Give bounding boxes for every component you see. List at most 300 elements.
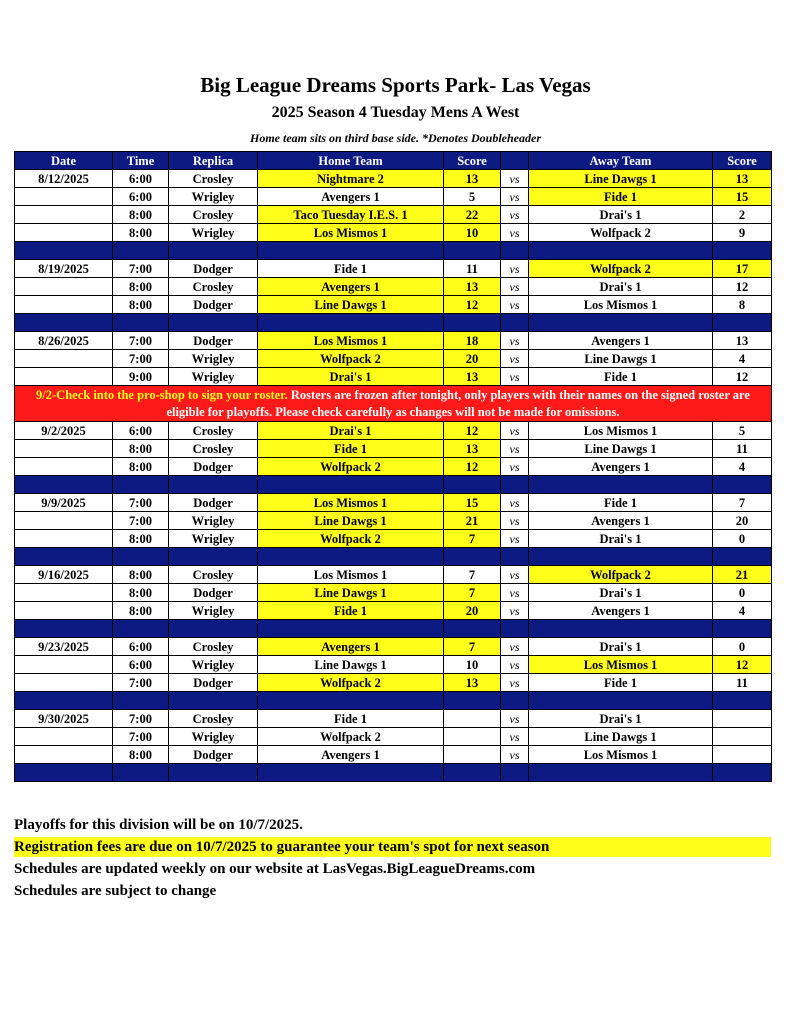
separator-cell	[169, 242, 258, 260]
week-separator	[15, 242, 772, 260]
game-time: 8:00	[113, 206, 169, 224]
away-team: Fide 1	[529, 674, 713, 692]
game-time: 7:00	[113, 710, 169, 728]
game-field: Crosley	[169, 278, 258, 296]
away-score: 0	[713, 638, 772, 656]
game-time: 8:00	[113, 602, 169, 620]
game-field: Wrigley	[169, 224, 258, 242]
table-row	[15, 728, 772, 746]
home-team: Wolfpack 2	[258, 350, 444, 368]
separator-cell	[113, 620, 169, 638]
away-score: 5	[713, 422, 772, 440]
separator-cell	[713, 764, 772, 782]
table-row	[15, 440, 772, 458]
away-score: 7	[713, 494, 772, 512]
separator-cell	[258, 242, 444, 260]
game-time: 8:00	[113, 458, 169, 476]
game-field: Wrigley	[169, 602, 258, 620]
separator-cell	[15, 692, 113, 710]
vs-label: vs	[501, 638, 529, 656]
separator-cell	[169, 692, 258, 710]
separator-cell	[15, 476, 113, 494]
vs-label: vs	[501, 206, 529, 224]
game-date: 9/9/2025	[15, 494, 113, 512]
separator-cell	[169, 476, 258, 494]
home-team: Avengers 1	[258, 638, 444, 656]
vs-label: vs	[501, 224, 529, 242]
vs-label: vs	[501, 710, 529, 728]
away-team: Line Dawgs 1	[529, 728, 713, 746]
away-score	[713, 746, 772, 764]
game-field: Wrigley	[169, 728, 258, 746]
separator-cell	[258, 548, 444, 566]
separator-cell	[113, 764, 169, 782]
table-row	[15, 170, 772, 188]
separator-cell	[529, 620, 713, 638]
home-team: Avengers 1	[258, 278, 444, 296]
home-score: 7	[444, 530, 501, 548]
table-row	[15, 206, 772, 224]
home-team: Line Dawgs 1	[258, 512, 444, 530]
game-field: Dodger	[169, 746, 258, 764]
separator-cell	[15, 548, 113, 566]
week-separator	[15, 314, 772, 332]
separator-cell	[444, 764, 501, 782]
footer-website: Schedules are updated weekly on our website at LasVegas.BigLeagueDreams.com	[14, 861, 536, 877]
vs-label: vs	[501, 170, 529, 188]
home-team: Drai's 1	[258, 368, 444, 386]
game-date	[15, 440, 113, 458]
game-time: 6:00	[113, 638, 169, 656]
away-team: Wolfpack 2	[529, 566, 713, 584]
game-date	[15, 224, 113, 242]
home-score: 13	[444, 440, 501, 458]
game-date	[15, 674, 113, 692]
home-team: Drai's 1	[258, 422, 444, 440]
away-team: Avengers 1	[529, 602, 713, 620]
away-team: Los Mismos 1	[529, 746, 713, 764]
separator-cell	[169, 764, 258, 782]
game-time: 8:00	[113, 296, 169, 314]
home-score: 5	[444, 188, 501, 206]
separator-cell	[113, 476, 169, 494]
game-date: 9/23/2025	[15, 638, 113, 656]
separator-cell	[15, 620, 113, 638]
home-score: 12	[444, 422, 501, 440]
separator-cell	[713, 242, 772, 260]
table-row	[15, 350, 772, 368]
vs-label: vs	[501, 512, 529, 530]
separator-cell	[444, 548, 501, 566]
table-row	[15, 188, 772, 206]
separator-cell	[529, 692, 713, 710]
away-team: Line Dawgs 1	[529, 440, 713, 458]
away-team: Wolfpack 2	[529, 224, 713, 242]
away-score: 15	[713, 188, 772, 206]
away-score: 4	[713, 602, 772, 620]
page-note: Home team sits on third base side. *Denotes Doubleheader	[250, 131, 541, 145]
separator-cell	[258, 620, 444, 638]
away-team: Avengers 1	[529, 332, 713, 350]
week-separator	[15, 764, 772, 782]
game-time: 8:00	[113, 224, 169, 242]
game-field: Crosley	[169, 566, 258, 584]
away-score: 12	[713, 278, 772, 296]
roster-notice-text: Rosters are frozen after tonight, only players with their names on the signed roster are eligible for playoffs. Please check carefully as changes will not be made for omissions.	[166, 387, 750, 419]
home-score	[444, 746, 501, 764]
table-header-row	[15, 152, 772, 170]
table-row	[15, 332, 772, 350]
home-score: 7	[444, 566, 501, 584]
home-team: Taco Tuesday I.E.S. 1	[258, 206, 444, 224]
away-team: Avengers 1	[529, 512, 713, 530]
game-field: Crosley	[169, 440, 258, 458]
away-score: 11	[713, 674, 772, 692]
away-team: Line Dawgs 1	[529, 350, 713, 368]
table-row	[15, 602, 772, 620]
away-team: Drai's 1	[529, 530, 713, 548]
away-score	[713, 710, 772, 728]
game-date	[15, 656, 113, 674]
vs-label: vs	[501, 332, 529, 350]
separator-cell	[444, 314, 501, 332]
away-score: 0	[713, 584, 772, 602]
game-field: Dodger	[169, 260, 258, 278]
game-field: Dodger	[169, 332, 258, 350]
home-score: 12	[444, 296, 501, 314]
vs-label: vs	[501, 656, 529, 674]
separator-cell	[713, 314, 772, 332]
game-time: 6:00	[113, 422, 169, 440]
game-date	[15, 512, 113, 530]
vs-label: vs	[501, 278, 529, 296]
game-date: 8/26/2025	[15, 332, 113, 350]
table-row	[15, 530, 772, 548]
home-score: 18	[444, 332, 501, 350]
away-team: Drai's 1	[529, 710, 713, 728]
home-team: Los Mismos 1	[258, 332, 444, 350]
week-separator	[15, 620, 772, 638]
separator-cell	[113, 314, 169, 332]
vs-label: vs	[501, 494, 529, 512]
away-team: Los Mismos 1	[529, 296, 713, 314]
col-home-team: Home Team	[258, 152, 444, 170]
away-score: 2	[713, 206, 772, 224]
table-row	[15, 512, 772, 530]
game-date: 9/2/2025	[15, 422, 113, 440]
game-time: 7:00	[113, 260, 169, 278]
separator-cell	[501, 692, 529, 710]
away-team: Drai's 1	[529, 584, 713, 602]
separator-cell	[713, 620, 772, 638]
game-time: 7:00	[113, 332, 169, 350]
away-score: 17	[713, 260, 772, 278]
away-team: Line Dawgs 1	[529, 170, 713, 188]
separator-cell	[444, 242, 501, 260]
game-field: Crosley	[169, 638, 258, 656]
home-team: Avengers 1	[258, 746, 444, 764]
away-team: Los Mismos 1	[529, 656, 713, 674]
game-time: 8:00	[113, 530, 169, 548]
away-score: 20	[713, 512, 772, 530]
away-team: Avengers 1	[529, 458, 713, 476]
col-replica: Replica	[169, 152, 258, 170]
roster-notice-row	[15, 386, 772, 422]
table-row	[15, 368, 772, 386]
roster-notice	[15, 386, 772, 422]
table-row	[15, 296, 772, 314]
separator-cell	[501, 548, 529, 566]
table-row	[15, 638, 772, 656]
col-vs	[501, 152, 529, 170]
away-score: 0	[713, 530, 772, 548]
vs-label: vs	[501, 440, 529, 458]
game-field: Wrigley	[169, 512, 258, 530]
away-score	[713, 728, 772, 746]
separator-cell	[258, 764, 444, 782]
game-time: 6:00	[113, 170, 169, 188]
game-date	[15, 602, 113, 620]
vs-label: vs	[501, 530, 529, 548]
home-score: 7	[444, 638, 501, 656]
vs-label: vs	[501, 584, 529, 602]
table-row	[15, 422, 772, 440]
separator-cell	[529, 764, 713, 782]
vs-label: vs	[501, 458, 529, 476]
away-team: Los Mismos 1	[529, 422, 713, 440]
home-score: 13	[444, 368, 501, 386]
home-team: Wolfpack 2	[258, 674, 444, 692]
away-score: 21	[713, 566, 772, 584]
game-time: 7:00	[113, 350, 169, 368]
vs-label: vs	[501, 368, 529, 386]
vs-label: vs	[501, 746, 529, 764]
game-date	[15, 728, 113, 746]
home-team: Fide 1	[258, 710, 444, 728]
game-field: Dodger	[169, 494, 258, 512]
vs-label: vs	[501, 422, 529, 440]
vs-label: vs	[501, 674, 529, 692]
col-away-score: Score	[713, 152, 772, 170]
home-score: 13	[444, 170, 501, 188]
separator-cell	[113, 548, 169, 566]
separator-cell	[15, 242, 113, 260]
separator-cell	[258, 692, 444, 710]
separator-cell	[713, 548, 772, 566]
separator-cell	[501, 242, 529, 260]
page-subtitle: 2025 Season 4 Tuesday Mens A West	[271, 104, 520, 121]
separator-cell	[113, 692, 169, 710]
away-team: Drai's 1	[529, 638, 713, 656]
game-time: 9:00	[113, 368, 169, 386]
home-team: Line Dawgs 1	[258, 584, 444, 602]
game-time: 7:00	[113, 674, 169, 692]
vs-label: vs	[501, 350, 529, 368]
game-date	[15, 584, 113, 602]
separator-cell	[15, 764, 113, 782]
game-date: 8/12/2025	[15, 170, 113, 188]
week-separator	[15, 692, 772, 710]
roster-notice-lead: 9/2-Check into the pro-shop to sign your roster.	[36, 387, 288, 402]
separator-cell	[444, 476, 501, 494]
separator-cell	[15, 314, 113, 332]
away-score: 4	[713, 350, 772, 368]
home-team: Los Mismos 1	[258, 566, 444, 584]
vs-label: vs	[501, 728, 529, 746]
separator-cell	[501, 476, 529, 494]
home-team: Fide 1	[258, 260, 444, 278]
away-team: Fide 1	[529, 494, 713, 512]
home-score: 20	[444, 602, 501, 620]
table-row	[15, 710, 772, 728]
home-team: Wolfpack 2	[258, 530, 444, 548]
separator-cell	[529, 476, 713, 494]
home-score: 13	[444, 278, 501, 296]
game-time: 7:00	[113, 512, 169, 530]
vs-label: vs	[501, 188, 529, 206]
home-team: Wolfpack 2	[258, 728, 444, 746]
game-field: Crosley	[169, 422, 258, 440]
game-field: Wrigley	[169, 368, 258, 386]
separator-cell	[258, 314, 444, 332]
col-home-score: Score	[444, 152, 501, 170]
away-team: Fide 1	[529, 188, 713, 206]
home-score: 13	[444, 674, 501, 692]
table-row	[15, 746, 772, 764]
game-field: Dodger	[169, 674, 258, 692]
footer-playoffs: Playoffs for this division will be on 10/7/2025.	[14, 817, 303, 833]
table-row	[15, 674, 772, 692]
away-score: 4	[713, 458, 772, 476]
vs-label: vs	[501, 566, 529, 584]
home-team: Los Mismos 1	[258, 494, 444, 512]
away-score: 12	[713, 656, 772, 674]
game-date	[15, 458, 113, 476]
game-field: Wrigley	[169, 656, 258, 674]
col-date: Date	[15, 152, 113, 170]
game-date	[15, 206, 113, 224]
game-time: 7:00	[113, 494, 169, 512]
away-score: 9	[713, 224, 772, 242]
footer-subject: Schedules are subject to change	[14, 883, 217, 899]
table-row	[15, 494, 772, 512]
away-team: Drai's 1	[529, 278, 713, 296]
table-row	[15, 656, 772, 674]
game-field: Dodger	[169, 584, 258, 602]
table-row	[15, 458, 772, 476]
game-time: 7:00	[113, 728, 169, 746]
separator-cell	[444, 692, 501, 710]
home-score: 15	[444, 494, 501, 512]
game-date	[15, 530, 113, 548]
separator-cell	[501, 620, 529, 638]
home-team: Line Dawgs 1	[258, 656, 444, 674]
game-date: 8/19/2025	[15, 260, 113, 278]
game-date	[15, 350, 113, 368]
away-score: 13	[713, 170, 772, 188]
home-team: Avengers 1	[258, 188, 444, 206]
separator-cell	[501, 764, 529, 782]
separator-cell	[169, 314, 258, 332]
home-team: Fide 1	[258, 440, 444, 458]
separator-cell	[444, 620, 501, 638]
game-field: Crosley	[169, 206, 258, 224]
week-separator	[15, 548, 772, 566]
home-score: 12	[444, 458, 501, 476]
away-score: 12	[713, 368, 772, 386]
separator-cell	[529, 242, 713, 260]
home-score: 11	[444, 260, 501, 278]
game-field: Wrigley	[169, 350, 258, 368]
separator-cell	[501, 314, 529, 332]
table-row	[15, 584, 772, 602]
away-team: Fide 1	[529, 368, 713, 386]
home-team: Wolfpack 2	[258, 458, 444, 476]
away-score: 13	[713, 332, 772, 350]
away-team: Drai's 1	[529, 206, 713, 224]
home-score: 7	[444, 584, 501, 602]
game-date: 9/30/2025	[15, 710, 113, 728]
week-separator	[15, 476, 772, 494]
game-field: Dodger	[169, 458, 258, 476]
home-team: Los Mismos 1	[258, 224, 444, 242]
game-field: Wrigley	[169, 188, 258, 206]
game-time: 8:00	[113, 584, 169, 602]
game-date	[15, 278, 113, 296]
home-score: 10	[444, 224, 501, 242]
game-date	[15, 188, 113, 206]
away-team: Wolfpack 2	[529, 260, 713, 278]
vs-label: vs	[501, 602, 529, 620]
home-team: Nightmare 2	[258, 170, 444, 188]
col-away-team: Away Team	[529, 152, 713, 170]
separator-cell	[529, 548, 713, 566]
game-date	[15, 368, 113, 386]
separator-cell	[713, 692, 772, 710]
game-date: 9/16/2025	[15, 566, 113, 584]
separator-cell	[258, 476, 444, 494]
game-field: Dodger	[169, 296, 258, 314]
home-score: 10	[444, 656, 501, 674]
away-score: 11	[713, 440, 772, 458]
home-score	[444, 710, 501, 728]
table-row	[15, 260, 772, 278]
home-team: Fide 1	[258, 602, 444, 620]
home-team: Line Dawgs 1	[258, 296, 444, 314]
col-time: Time	[113, 152, 169, 170]
home-score: 21	[444, 512, 501, 530]
away-score: 8	[713, 296, 772, 314]
game-time: 6:00	[113, 656, 169, 674]
table-row	[15, 224, 772, 242]
page-title: Big League Dreams Sports Park- Las Vegas	[200, 73, 591, 97]
game-time: 6:00	[113, 188, 169, 206]
game-time: 8:00	[113, 440, 169, 458]
home-score: 20	[444, 350, 501, 368]
home-score: 22	[444, 206, 501, 224]
separator-cell	[529, 314, 713, 332]
game-field: Crosley	[169, 170, 258, 188]
game-time: 8:00	[113, 278, 169, 296]
separator-cell	[713, 476, 772, 494]
vs-label: vs	[501, 260, 529, 278]
vs-label: vs	[501, 296, 529, 314]
table-row	[15, 278, 772, 296]
footer-registration: Registration fees are due on 10/7/2025 to guarantee your team's spot for next season	[14, 837, 771, 857]
schedule-body	[15, 170, 772, 782]
game-time: 8:00	[113, 746, 169, 764]
separator-cell	[113, 242, 169, 260]
